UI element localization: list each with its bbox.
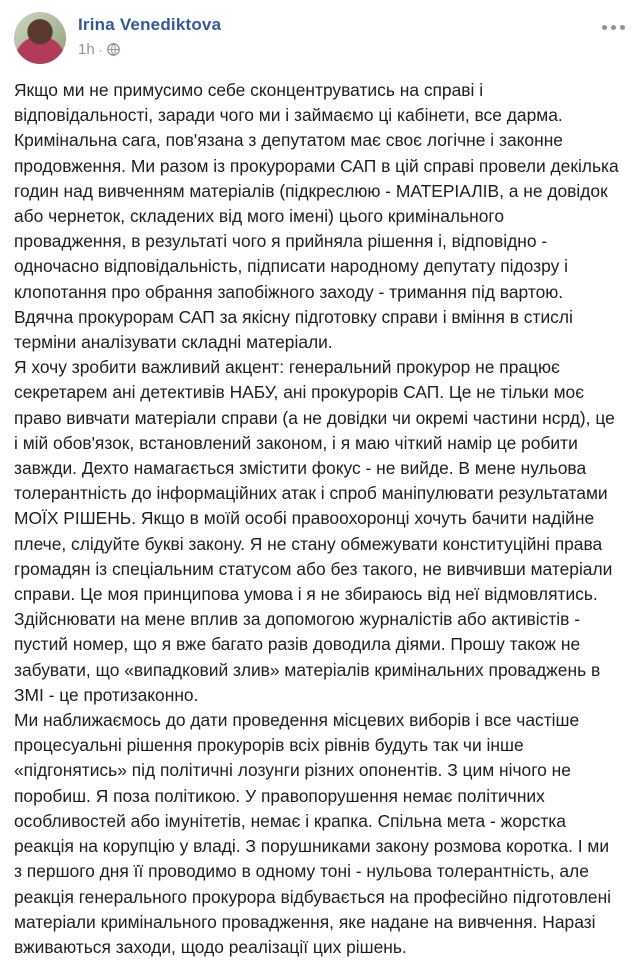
post-body [14, 78, 620, 960]
post-timestamp[interactable]: 1h [78, 41, 95, 58]
post-paragraph-1: Якщо ми не примусимо себе сконцентруватись на справі і відповідальності, заради чого ми і займаємо ці кабінети, все дарма. Кримінальна сага, пов'язана з депутатом має своє логічне і законне продовження. Ми разом із прокурорами САП в цій справі провели декілька годин над вивченням матеріалів (підкреслюю - МАТЕРІАЛІВ, а не довідок або чернеток, складених від мого імені) цього кримінального провадження, в результаті чого я прийняла рішення і, відповідно - одночасно відповідальність, підписати народному депутату підозру і клопотання про обрання запобіжного заходу - тримання під вартою. Вдячна прокурорам САП за якісну підготовку справи і вміння в стислі терміни аналізувати складні матеріали. [14, 80, 619, 353]
globe-icon[interactable] [107, 43, 120, 56]
post-header [14, 12, 626, 64]
post-meta [78, 41, 120, 58]
author-avatar[interactable] [14, 12, 66, 64]
author-name[interactable]: Irina Venediktova [78, 15, 222, 34]
post-paragraph-2: Я хочу зробити важливий акцент: генеральний прокурор не працює секретарем ані детективів НАБУ, ані прокурорів САП. Це не тільки моє право вивчати матеріали справи (а не довідки чи окремі частини нсрд), це і мій обов'язок, встановлений законом, і я маю чіткий намір це робити завжди. Дехто намагається змістити фокус - не вийде. В мене нульова толерантність до інформаційних атак і спроб маніпулювати результатами МОЇХ РІШЕНЬ. Якщо в моїй особі правоохоронці хочуть бачити надійне плече, слідуйте букві закону. Я не стану обмежувати конституційні права громадян із спеціальним статусом або без такого, не вивчивши матеріали справи. Це моя принципова умова і я не збираюсь від неї відмовлятись. Здійснювати на мене вплив за допомогою журналістів або активістів - пустий номер, що я вже багато разів доводила діями. Прошу також не забувати, що «випадковий злив» матеріалів кримінальних проваджень в ЗМІ - це протизаконно. [14, 357, 615, 705]
post-paragraph-3: Ми наближаємось до дати проведення місцевих виборів і все частіше процесуальні рішення прокурорів всіх рівнів будуть так чи інше «підгонятись» під політичні лозунги різних опонентів. З цим нічого не поробиш. Я поза політикою. У правопорушення немає політичних особливостей або імунітетів, немає і крапка. Спільна мета - жорстка реакція на корупцію у владі. З порушниками закону розмова коротка. І ми з першого дня її проводимо в одному тоні - нульова толерантність, але реакція генерального прокурора відбувається на професійно підготовлені матеріали кримінального провадження, яке надане на вивчення. Наразі вживаються заходи, щодо реалізації цих рішень. [14, 710, 612, 957]
meta-separator: · [98, 42, 103, 57]
more-options-icon[interactable] [600, 20, 626, 34]
